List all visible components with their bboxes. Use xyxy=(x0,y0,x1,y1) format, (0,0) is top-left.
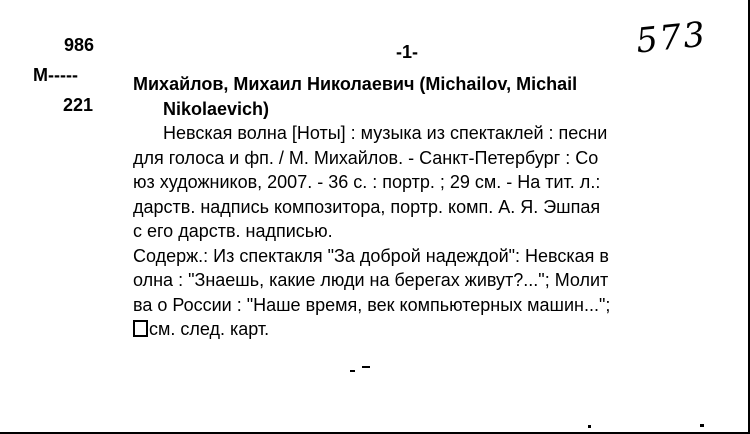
scan-speck xyxy=(350,370,355,372)
shelfmark-author-mark: М----- xyxy=(33,65,78,85)
contents-line: Содерж.: Из спектакля "За доброй надеждой": Невская в xyxy=(133,245,609,266)
shelfmark-cutter-number: 221 xyxy=(63,95,94,115)
description-line: для голоса и фп. / М. Михайлов. - Санкт-Петербург : Со xyxy=(133,147,599,168)
author-heading-line-1: Михайлов, Михаил Николаевич (Michailov, Michail xyxy=(133,74,578,94)
handwritten-mark: 573 xyxy=(634,14,709,62)
see-next-card-line xyxy=(133,317,713,342)
description-line: дарств. надпись композитора, портр. комп. А. Я. Эшпая xyxy=(133,196,601,217)
contents-line: олна : "Знаешь, какие люди на берегах живут?..."; Молит xyxy=(133,270,609,290)
description-line: юз художников, 2007. - 36 с. : портр. ; 29 см. - На тит. л.: xyxy=(133,172,601,192)
scan-speck xyxy=(700,424,704,427)
scan-speck xyxy=(362,366,370,368)
shelfmark-class-number: 986 xyxy=(64,35,95,55)
scan-speck xyxy=(588,425,591,428)
description-line: с его дарств. надписью. xyxy=(133,221,333,241)
description-line: Невская волна [Ноты] : музыка из спектаклей : песни xyxy=(163,123,608,143)
author-heading-line-2: Nikolaevich) xyxy=(163,98,270,119)
see-next-card-text: см. след. карт. xyxy=(149,319,270,339)
checkbox-square-icon xyxy=(133,320,148,337)
catalog-entry xyxy=(133,72,713,342)
contents-line: ва о России : "Наше время, век компьютерных машин..."; xyxy=(133,294,611,315)
card-page-number: -1- xyxy=(396,42,418,62)
